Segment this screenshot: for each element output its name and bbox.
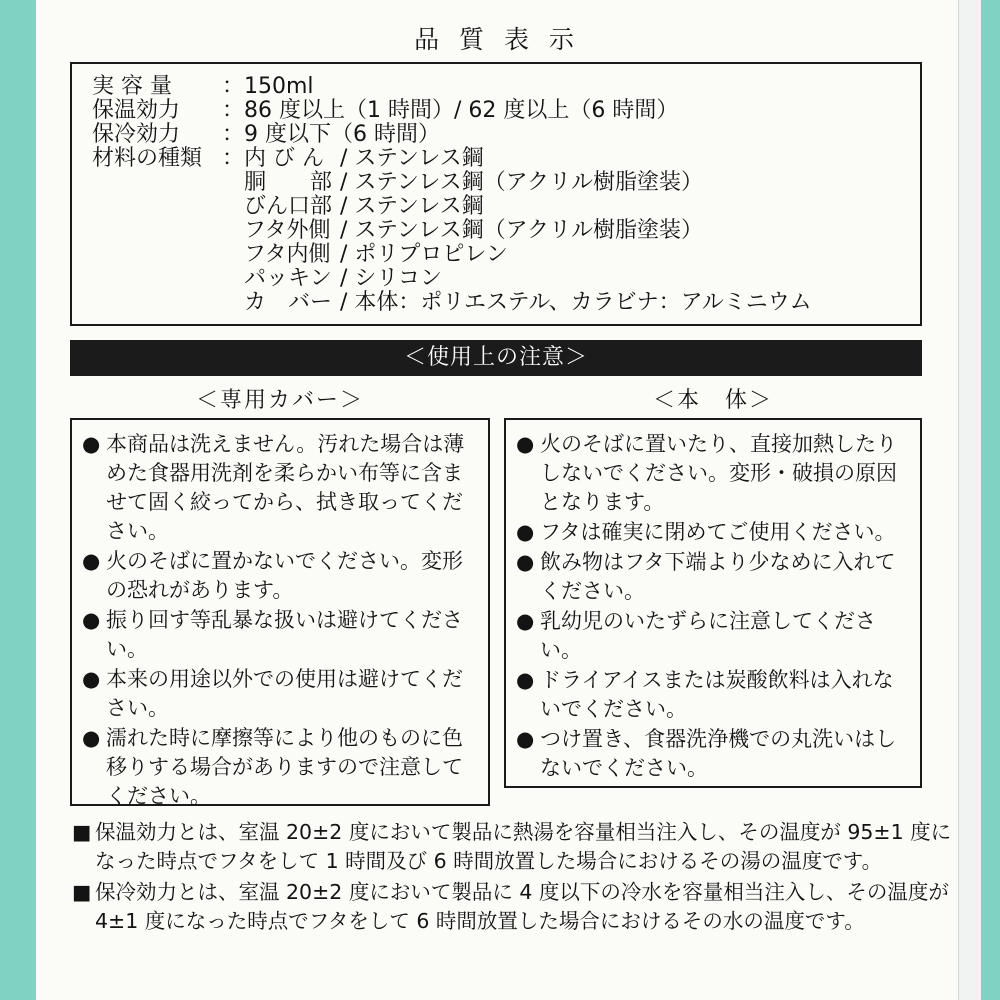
bullet-icon: ● (82, 549, 101, 573)
quality-label-heading: 品 質 表 示 (414, 25, 580, 54)
material-value: / ポリプロピレン (340, 242, 508, 267)
square-bullet-icon: ■ (72, 820, 92, 844)
spec-colon: ： (222, 74, 245, 99)
caution-item (82, 665, 478, 723)
material-part: カ バー (244, 290, 333, 315)
caution-item (516, 607, 910, 665)
note-text: 保冷効力とは、室温 20±2 度において製品に 4 度以下の冷水を容量相当注入し、その温度が 4±1 度になった時点でフタをして 6 時間放置した場合におけるその水の温度です。 (95, 880, 949, 933)
spec-box (70, 62, 922, 326)
material-value: / 本体：ポリエステル、カラビナ：アルミニウム (340, 290, 812, 315)
caution-item (82, 724, 478, 811)
cover-cautions-box (70, 418, 490, 806)
caution-text: フタは確実に閉めてご使用ください。 (540, 520, 896, 544)
caution-item (516, 518, 910, 547)
caution-item (516, 666, 910, 724)
material-part: パッキン (244, 266, 332, 291)
spec-label: 保冷効力 (92, 122, 181, 147)
body-cautions-box (504, 418, 922, 788)
spec-label: 保温効力 (92, 98, 181, 123)
bullet-icon: ● (516, 432, 535, 456)
spec-colon: ： (222, 98, 245, 123)
bullet-icon: ● (516, 668, 535, 692)
spec-colon: ： (222, 146, 245, 171)
caution-item (516, 548, 910, 606)
material-part: フタ外側 (244, 218, 331, 243)
spec-value: 86 度以上（1 時間）/ 62 度以上（6 時間） (244, 98, 679, 123)
material-part: 胴 部 (244, 170, 333, 195)
bullet-icon: ● (516, 609, 535, 633)
material-part: びん口部 (244, 194, 333, 219)
note-text: 保温効力とは、室温 20±2 度において製品に熱湯を容量相当注入し、その温度が 95±1 度になった時点でフタをして 1 時間及び 6 時間放置した場合におけるその湯の温度です。 (95, 820, 952, 873)
cold-retention-note (72, 878, 952, 936)
heat-retention-note (72, 818, 952, 876)
spec-value: 9 度以下（6 時間） (244, 122, 440, 147)
spec-value: 150ml (244, 74, 314, 99)
body-cautions-list (516, 430, 910, 783)
bullet-icon: ● (82, 608, 101, 632)
material-value: / ステンレス鋼 (340, 146, 484, 171)
caution-text: 振り回す等乱暴な扱いは避けてください。 (106, 608, 463, 661)
caution-text: 火のそばに置いたり、直接加熱したりしないでください。変形・破損の原因となります。 (540, 432, 897, 514)
bullet-icon: ● (516, 550, 535, 574)
caution-text: 乳幼児のいたずらに注意してください。 (540, 609, 876, 662)
spec-label: 材料の種類 (92, 146, 203, 171)
caution-text: 飲み物はフタ下端より少なめに入れてください。 (540, 550, 896, 603)
material-value: / ステンレス鋼（アクリル樹脂塗装） (340, 170, 703, 195)
spec-label: 実 容 量 (92, 74, 172, 99)
body-section-title: ＜本 体＞ (652, 388, 773, 413)
bullet-icon: ● (516, 520, 535, 544)
retention-notes (72, 818, 952, 938)
material-value: / ステンレス鋼（アクリル樹脂塗装） (340, 218, 703, 243)
cover-cautions-list (82, 430, 478, 811)
caution-text: つけ置き、食器洗浄機での丸洗いはしないでください。 (540, 727, 897, 780)
cover-section-title: ＜専用カバー＞ (195, 388, 364, 413)
caution-text: 濡れた時に摩擦等により他のものに色移りする場合がありますので注意してください。 (106, 726, 463, 808)
material-part: 内 び ん (244, 146, 324, 171)
square-bullet-icon: ■ (72, 880, 92, 904)
material-value: / ステンレス鋼 (340, 194, 484, 219)
product-label-page (36, 0, 958, 1000)
material-value: / シリコン (340, 266, 442, 291)
caution-item (82, 430, 478, 546)
caution-text: 本来の用途以外での使用は避けてください。 (106, 667, 463, 720)
package-edge (958, 0, 1000, 1000)
caution-item (516, 725, 910, 783)
caution-text: 火のそばに置かないでください。変形の恐れがあります。 (106, 549, 463, 602)
bullet-icon: ● (82, 726, 101, 750)
bullet-icon: ● (82, 432, 101, 456)
spec-colon: ： (222, 122, 245, 147)
caution-text: 本商品は洗えません。汚れた場合は薄めた食器用洗剤を柔らかい布等に含ませて固く絞ってから、拭き取ってください。 (106, 432, 465, 543)
caution-item (82, 606, 478, 664)
usage-cautions-banner: ＜使用上の注意＞ (70, 340, 922, 376)
bullet-icon: ● (82, 667, 101, 691)
caution-item (82, 547, 478, 605)
caution-item (516, 430, 910, 517)
caution-text: ドライアイスまたは炭酸飲料は入れないでください。 (540, 668, 894, 721)
bullet-icon: ● (516, 727, 535, 751)
material-part: フタ内側 (244, 242, 331, 267)
